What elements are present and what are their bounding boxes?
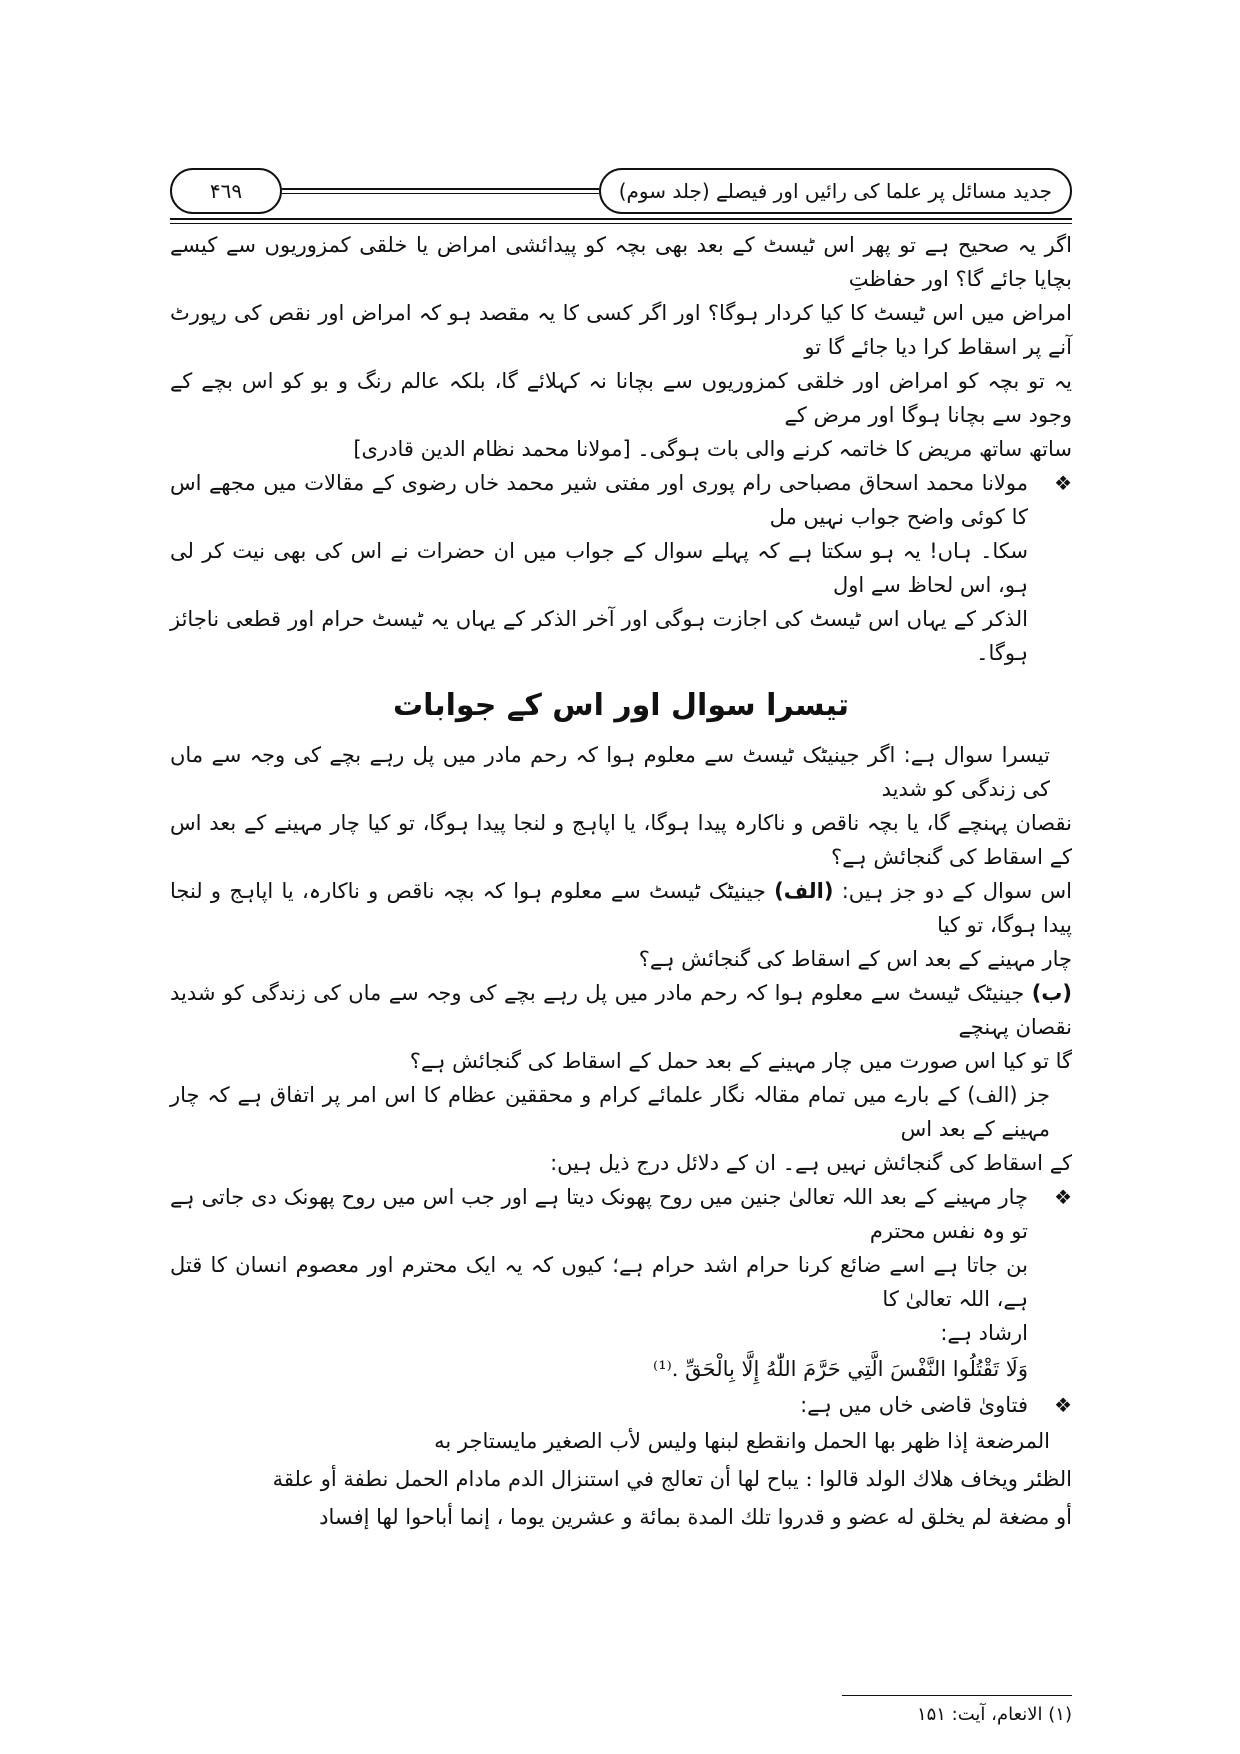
page bbox=[170, 0, 1072, 1728]
part-a-label: (الف) bbox=[774, 879, 834, 903]
text-line: نقصان پہنچے گا، یا بچہ ناقص و ناکارہ پیدا ہوگا، یا اپاہج و لنجا پیدا ہوگا، تو کیا چار مہینے کے بعد اس کے اسقاط کی گنجائش ہے؟ bbox=[170, 811, 1072, 869]
paragraph-continuation bbox=[170, 228, 1072, 466]
arabic-quote bbox=[170, 1422, 1072, 1536]
book-title: جدید مسائل پر علما کی رائیں اور فیصلے (جلد سوم) bbox=[599, 168, 1072, 214]
footnote-rule bbox=[842, 1695, 1072, 1696]
bullet-icon: ❖ bbox=[1054, 1393, 1072, 1417]
part-a-prefix: اس سوال کے دو جز ہیں: bbox=[841, 879, 1072, 903]
text-line: أو مضغة لم يخلق له عضو و قدروا تلك المدة بمائة و عشرين يوما ، إنما أباحوا لها إفساد bbox=[319, 1505, 1072, 1529]
text-line: الذکر کے یہاں اس ٹیسٹ کی اجازت ہوگی اور آخر الذکر کے یہاں یہ ٹیسٹ حرام اور قطعی ناجائز ہوگا۔ bbox=[170, 607, 1028, 665]
quran-verse: وَلَا تَقْتُلُوا النَّفْسَ الَّتِي حَرَّمَ اللّٰهُ إِلَّا بِالْحَقِّ .⁽¹⁾ bbox=[653, 1357, 1028, 1381]
text-line: گا تو کیا اس صورت میں چار مہینے کے بعد حمل کے اسقاط کی گنجائش ہے؟ bbox=[409, 1049, 1072, 1073]
section-heading: تیسرا سوال اور اس کے جوابات bbox=[392, 688, 850, 723]
bullet-item-3 bbox=[170, 1388, 1072, 1422]
bullet-icon: ❖ bbox=[1054, 1185, 1072, 1209]
footnote-area bbox=[170, 1671, 1072, 1728]
bullet-item-2 bbox=[170, 1180, 1072, 1388]
page-number: ۴٦٩ bbox=[170, 168, 282, 214]
text-line: تیسرا سوال ہے: اگر جینیٹک ٹیسٹ سے معلوم ہوا کہ رحم مادر میں پل رہے بچے کی وجہ سے ماں کی زندگی کو شدید bbox=[170, 743, 1050, 801]
page-header bbox=[170, 168, 1072, 214]
text-line: ارشاد ہے: bbox=[940, 1321, 1028, 1345]
text-line: ساتھ ساتھ مریض کا خاتمہ کرنے والی بات ہوگی۔ [مولانا محمد نظام الدین قادری] bbox=[353, 437, 1072, 461]
text-line: چار مہینے کے بعد اس کے اسقاط کی گنجائش ہے؟ bbox=[638, 947, 1072, 971]
part-a-text: جینیٹک ٹیسٹ سے معلوم ہوا کہ بچہ ناقص و ناکارہ، یا اپاہج و لنجا پیدا ہوگا، تو کیا bbox=[170, 879, 1072, 937]
text-line: بن جاتا ہے اسے ضائع کرنا حرام اشد حرام ہے؛ کیوں کہ یہ ایک محترم اور معصوم انسان کا قتل ہے، اللہ تعالیٰ کا bbox=[170, 1253, 1028, 1311]
text-line: سکا۔ ہاں! یہ ہو سکتا ہے کہ پہلے سوال کے جواب میں ان حضرات نے اس کی بھی نیت کر لی ہو، اس لحاظ سے اول bbox=[170, 539, 1028, 597]
text-line: فتاویٰ قاضی خاں میں ہے: bbox=[800, 1393, 1028, 1417]
text-line: چار مہینے کے بعد اللہ تعالیٰ جنین میں روح پھونک دیتا ہے اور جب اس میں روح پھونک دی جاتی ہے تو وہ نفس محترم bbox=[170, 1185, 1028, 1243]
text-line: امراض میں اس ٹیسٹ کا کیا کردار ہوگا؟ اور اگر کسی کا یہ مقصد ہو کہ امراض اور نقص کی رپورٹ آنے پر اسقاط کرا دیا جائے گا تو bbox=[170, 301, 1072, 359]
bullet-icon: ❖ bbox=[1054, 471, 1072, 495]
text-line: جز (الف) کے بارے میں تمام مقالہ نگار علمائے کرام و محققین عظام کا اس امر پر اتفاق ہے کہ چار مہینے کے بعد اس bbox=[170, 1083, 1050, 1141]
header-underline bbox=[170, 218, 1072, 224]
footnote: (۱) الانعام، آیت: ۱۵۱ bbox=[916, 1704, 1072, 1725]
text-line: مولانا محمد اسحاق مصباحی رام پوری اور مفتی شیر محمد خاں رضوی کے مقالات میں مجھے اس کا کوئی واضح جواب نہیں مل bbox=[170, 471, 1028, 529]
text-line: یہ تو بچہ کو امراض اور خلقی کمزوریوں سے بچانا نہ کہلائے گا، بلکہ عالم رنگ و بو کو اس بچے کے وجود سے بچانا ہوگا اور مرض کے bbox=[170, 369, 1072, 427]
text-line: کے اسقاط کی گنجائش نہیں ہے۔ ان کے دلائل درج ذیل ہیں: bbox=[550, 1151, 1072, 1175]
part-b bbox=[170, 976, 1072, 1078]
answer-a bbox=[170, 1078, 1072, 1180]
question-text bbox=[170, 738, 1072, 874]
header-divider bbox=[282, 188, 599, 194]
part-b-label: (ب) bbox=[1031, 981, 1072, 1005]
text-line: المرضعة إذا ظهر بها الحمل وانقطع لبنها وليس لأب الصغير مايستاجر به bbox=[434, 1429, 1050, 1453]
text-line bbox=[170, 874, 1072, 942]
part-b-text: جینیٹک ٹیسٹ سے معلوم ہوا کہ رحم مادر میں پل رہے بچے کی وجہ سے ماں کی زندگی کو شدید نقصان پہنچے bbox=[170, 981, 1072, 1039]
text-line bbox=[170, 976, 1072, 1044]
text-line: الظئر ويخاف هلاك الولد قالوا : يباح لها أن تعالج في استنزال الدم مادام الحمل نطفة أو علقة bbox=[272, 1467, 1072, 1491]
text-line: اگر یہ صحیح ہے تو پھر اس ٹیسٹ کے بعد بھی بچہ کو پیدائشی امراض یا خلقی کمزوریوں سے کیسے بچایا جائے گا؟ اور حفاظتِ bbox=[170, 233, 1072, 291]
page-body bbox=[170, 228, 1072, 1536]
bullet-item-1 bbox=[170, 466, 1072, 670]
part-a bbox=[170, 874, 1072, 976]
